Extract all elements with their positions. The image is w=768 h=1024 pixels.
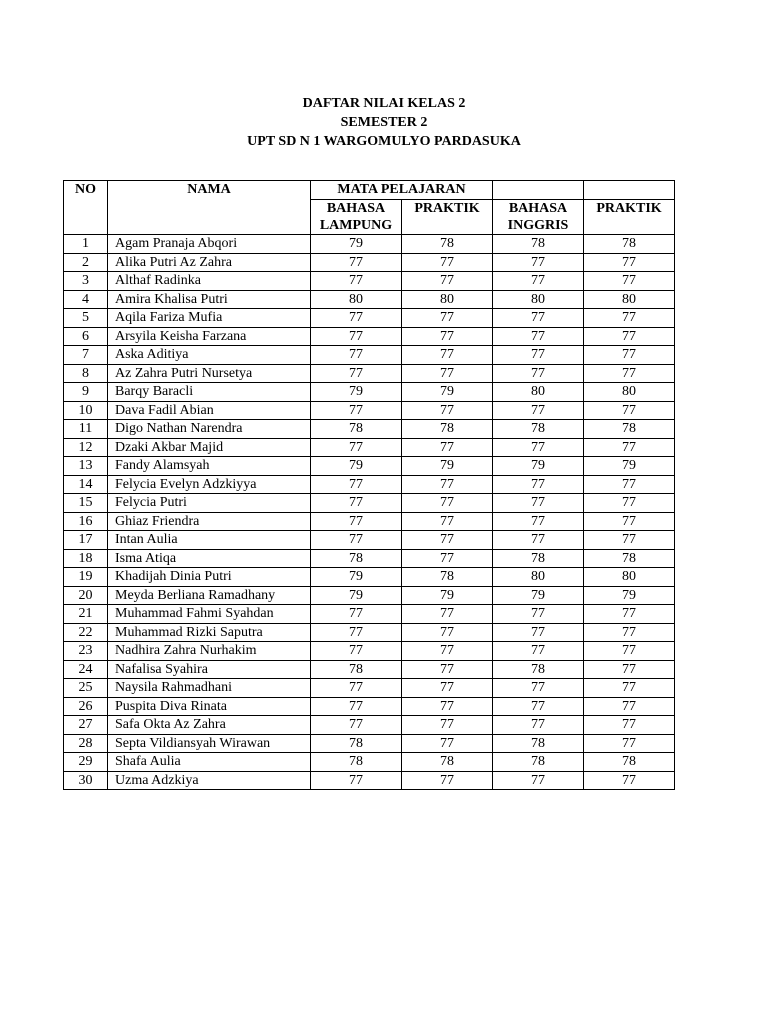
table-row [64, 716, 675, 735]
row-no: 26 [64, 697, 108, 716]
bahasa-lampung-score: 77 [311, 642, 402, 661]
row-no: 25 [64, 679, 108, 698]
bahasa-inggris-score: 77 [493, 642, 584, 661]
bahasa-lampung-score: 77 [311, 475, 402, 494]
row-name: Nafalisa Syahira [108, 660, 311, 679]
praktik-1-score: 77 [402, 346, 493, 365]
table-row [64, 549, 675, 568]
row-name: Felycia Evelyn Adzkiyya [108, 475, 311, 494]
row-no: 4 [64, 290, 108, 309]
bahasa-lampung-score: 78 [311, 734, 402, 753]
bahasa-inggris-score: 78 [493, 549, 584, 568]
table-row [64, 383, 675, 402]
praktik-2-score: 77 [584, 642, 675, 661]
row-no: 17 [64, 531, 108, 550]
row-no: 28 [64, 734, 108, 753]
header-empty-2 [584, 181, 675, 200]
praktik-2-score: 77 [584, 623, 675, 642]
praktik-2-score: 77 [584, 346, 675, 365]
header-nama: NAMA [108, 181, 311, 235]
praktik-1-score: 79 [402, 383, 493, 402]
praktik-1-score: 78 [402, 420, 493, 439]
bahasa-lampung-score: 79 [311, 457, 402, 476]
table-row [64, 753, 675, 772]
praktik-1-score: 77 [402, 475, 493, 494]
bahasa-lampung-score: 78 [311, 549, 402, 568]
bahasa-inggris-score: 77 [493, 475, 584, 494]
bahasa-inggris-score: 78 [493, 734, 584, 753]
row-no: 21 [64, 605, 108, 624]
bahasa-lampung-score: 78 [311, 753, 402, 772]
table-row [64, 309, 675, 328]
praktik-2-score: 77 [584, 494, 675, 513]
table-row [64, 605, 675, 624]
praktik-1-score: 79 [402, 457, 493, 476]
title-line-2: SEMESTER 2 [340, 115, 428, 130]
praktik-1-score: 79 [402, 586, 493, 605]
document-title [0, 94, 768, 151]
table-row [64, 697, 675, 716]
bahasa-inggris-score: 78 [493, 753, 584, 772]
praktik-1-score: 78 [402, 568, 493, 587]
bahasa-lampung-score: 79 [311, 568, 402, 587]
row-no: 1 [64, 235, 108, 254]
praktik-2-score: 77 [584, 734, 675, 753]
bahasa-inggris-score: 79 [493, 586, 584, 605]
row-name: Ghiaz Friendra [108, 512, 311, 531]
bahasa-inggris-score: 77 [493, 679, 584, 698]
bahasa-lampung-score: 79 [311, 383, 402, 402]
row-no: 20 [64, 586, 108, 605]
bahasa-inggris-score: 77 [493, 623, 584, 642]
table-row [64, 253, 675, 272]
bahasa-inggris-score: 80 [493, 383, 584, 402]
praktik-1-score: 77 [402, 401, 493, 420]
bahasa-inggris-score: 77 [493, 512, 584, 531]
row-no: 16 [64, 512, 108, 531]
row-name: Meyda Berliana Ramadhany [108, 586, 311, 605]
praktik-1-score: 77 [402, 771, 493, 790]
row-no: 30 [64, 771, 108, 790]
row-name: Isma Atiqa [108, 549, 311, 568]
bahasa-inggris-score: 77 [493, 438, 584, 457]
bahasa-inggris-score: 77 [493, 401, 584, 420]
praktik-1-score: 77 [402, 660, 493, 679]
praktik-2-score: 77 [584, 531, 675, 550]
praktik-2-score: 77 [584, 660, 675, 679]
bahasa-inggris-score: 77 [493, 697, 584, 716]
bahasa-lampung-score: 77 [311, 327, 402, 346]
praktik-2-score: 77 [584, 697, 675, 716]
row-name: Muhammad Fahmi Syahdan [108, 605, 311, 624]
bahasa-lampung-score: 77 [311, 438, 402, 457]
praktik-2-score: 77 [584, 309, 675, 328]
bahasa-inggris-score: 77 [493, 364, 584, 383]
bahasa-inggris-score: 77 [493, 346, 584, 365]
bahasa-inggris-score: 80 [493, 568, 584, 587]
praktik-2-score: 78 [584, 235, 675, 254]
praktik-2-score: 77 [584, 771, 675, 790]
praktik-1-score: 78 [402, 753, 493, 772]
bahasa-lampung-score: 77 [311, 531, 402, 550]
row-name: Aqila Fariza Mufia [108, 309, 311, 328]
row-name: Arsyila Keisha Farzana [108, 327, 311, 346]
header-bahasa-lampung-line2: LAMPUNG [319, 218, 393, 233]
praktik-2-score: 78 [584, 420, 675, 439]
row-name: Naysila Rahmadhani [108, 679, 311, 698]
row-name: Khadijah Dinia Putri [108, 568, 311, 587]
bahasa-lampung-score: 77 [311, 623, 402, 642]
table-row [64, 568, 675, 587]
praktik-1-score: 77 [402, 494, 493, 513]
header-bahasa-lampung [311, 200, 402, 235]
praktik-1-score: 78 [402, 235, 493, 254]
praktik-2-score: 79 [584, 586, 675, 605]
header-bahasa-inggris [493, 200, 584, 235]
row-no: 5 [64, 309, 108, 328]
bahasa-lampung-score: 77 [311, 771, 402, 790]
bahasa-lampung-score: 79 [311, 235, 402, 254]
row-name: Aska Aditiya [108, 346, 311, 365]
header-praktik-2: PRAKTIK [584, 200, 675, 235]
bahasa-inggris-score: 77 [493, 716, 584, 735]
table-row [64, 364, 675, 383]
row-name: Agam Pranaja Abqori [108, 235, 311, 254]
table-row [64, 457, 675, 476]
praktik-2-score: 79 [584, 457, 675, 476]
praktik-1-score: 77 [402, 531, 493, 550]
praktik-2-score: 80 [584, 568, 675, 587]
row-no: 18 [64, 549, 108, 568]
praktik-1-score: 77 [402, 272, 493, 291]
bahasa-lampung-score: 77 [311, 253, 402, 272]
row-name: Az Zahra Putri Nursetya [108, 364, 311, 383]
header-praktik-1: PRAKTIK [402, 200, 493, 235]
row-name: Digo Nathan Narendra [108, 420, 311, 439]
praktik-2-score: 77 [584, 364, 675, 383]
table-row [64, 734, 675, 753]
row-name: Uzma Adzkiya [108, 771, 311, 790]
table-row [64, 623, 675, 642]
praktik-1-score: 77 [402, 253, 493, 272]
title-line-3: UPT SD N 1 WARGOMULYO PARDASUKA [247, 134, 521, 149]
table-row [64, 586, 675, 605]
praktik-1-score: 77 [402, 309, 493, 328]
table-row [64, 494, 675, 513]
bahasa-lampung-score: 77 [311, 605, 402, 624]
table-row [64, 475, 675, 494]
row-no: 23 [64, 642, 108, 661]
table-row [64, 420, 675, 439]
bahasa-lampung-score: 77 [311, 272, 402, 291]
bahasa-inggris-score: 78 [493, 660, 584, 679]
bahasa-lampung-score: 77 [311, 364, 402, 383]
row-name: Althaf Radinka [108, 272, 311, 291]
praktik-2-score: 77 [584, 679, 675, 698]
bahasa-inggris-score: 80 [493, 290, 584, 309]
bahasa-lampung-score: 77 [311, 346, 402, 365]
row-no: 27 [64, 716, 108, 735]
row-no: 13 [64, 457, 108, 476]
praktik-2-score: 78 [584, 753, 675, 772]
row-no: 6 [64, 327, 108, 346]
bahasa-inggris-score: 77 [493, 531, 584, 550]
praktik-1-score: 77 [402, 364, 493, 383]
title-line-1: DAFTAR NILAI KELAS 2 [302, 96, 466, 111]
header-no: NO [64, 181, 108, 235]
bahasa-inggris-score: 77 [493, 272, 584, 291]
row-no: 29 [64, 753, 108, 772]
praktik-1-score: 80 [402, 290, 493, 309]
bahasa-inggris-score: 77 [493, 494, 584, 513]
row-no: 15 [64, 494, 108, 513]
row-name: Puspita Diva Rinata [108, 697, 311, 716]
header-bahasa-inggris-line2: INGGRIS [507, 218, 569, 233]
praktik-2-score: 77 [584, 327, 675, 346]
table-row [64, 290, 675, 309]
row-name: Shafa Aulia [108, 753, 311, 772]
row-no: 24 [64, 660, 108, 679]
grades-table [63, 180, 675, 790]
bahasa-inggris-score: 77 [493, 327, 584, 346]
row-no: 14 [64, 475, 108, 494]
bahasa-inggris-score: 77 [493, 605, 584, 624]
bahasa-lampung-score: 77 [311, 679, 402, 698]
row-name: Intan Aulia [108, 531, 311, 550]
table-row [64, 642, 675, 661]
header-bahasa-inggris-line1: BAHASA [508, 201, 568, 216]
row-name: Septa Vildiansyah Wirawan [108, 734, 311, 753]
row-name: Muhammad Rizki Saputra [108, 623, 311, 642]
row-name: Amira Khalisa Putri [108, 290, 311, 309]
praktik-1-score: 77 [402, 697, 493, 716]
praktik-2-score: 77 [584, 272, 675, 291]
bahasa-inggris-score: 77 [493, 771, 584, 790]
praktik-1-score: 77 [402, 642, 493, 661]
praktik-1-score: 77 [402, 623, 493, 642]
praktik-1-score: 77 [402, 734, 493, 753]
row-name: Barqy Baracli [108, 383, 311, 402]
row-no: 8 [64, 364, 108, 383]
bahasa-inggris-score: 77 [493, 253, 584, 272]
row-no: 10 [64, 401, 108, 420]
bahasa-lampung-score: 77 [311, 401, 402, 420]
row-no: 12 [64, 438, 108, 457]
praktik-2-score: 77 [584, 512, 675, 531]
row-name: Dzaki Akbar Majid [108, 438, 311, 457]
bahasa-lampung-score: 77 [311, 494, 402, 513]
header-bahasa-lampung-line1: BAHASA [326, 201, 386, 216]
row-no: 2 [64, 253, 108, 272]
bahasa-lampung-score: 79 [311, 586, 402, 605]
row-no: 9 [64, 383, 108, 402]
row-no: 19 [64, 568, 108, 587]
praktik-2-score: 80 [584, 290, 675, 309]
row-name: Dava Fadil Abian [108, 401, 311, 420]
row-no: 7 [64, 346, 108, 365]
praktik-1-score: 77 [402, 549, 493, 568]
table-row [64, 438, 675, 457]
bahasa-inggris-score: 77 [493, 309, 584, 328]
bahasa-lampung-score: 77 [311, 697, 402, 716]
bahasa-lampung-score: 77 [311, 309, 402, 328]
praktik-2-score: 78 [584, 549, 675, 568]
bahasa-lampung-score: 78 [311, 420, 402, 439]
table-row [64, 346, 675, 365]
row-name: Felycia Putri [108, 494, 311, 513]
bahasa-lampung-score: 77 [311, 716, 402, 735]
praktik-2-score: 77 [584, 401, 675, 420]
bahasa-inggris-score: 79 [493, 457, 584, 476]
bahasa-inggris-score: 78 [493, 235, 584, 254]
bahasa-lampung-score: 80 [311, 290, 402, 309]
row-name: Nadhira Zahra Nurhakim [108, 642, 311, 661]
table-row [64, 679, 675, 698]
praktik-1-score: 77 [402, 679, 493, 698]
row-no: 22 [64, 623, 108, 642]
praktik-2-score: 77 [584, 475, 675, 494]
praktik-2-score: 77 [584, 605, 675, 624]
row-name: Safa Okta Az Zahra [108, 716, 311, 735]
praktik-1-score: 77 [402, 716, 493, 735]
table-row [64, 401, 675, 420]
bahasa-lampung-score: 77 [311, 512, 402, 531]
praktik-1-score: 77 [402, 512, 493, 531]
row-name: Alika Putri Az Zahra [108, 253, 311, 272]
bahasa-inggris-score: 78 [493, 420, 584, 439]
table-row [64, 531, 675, 550]
praktik-1-score: 77 [402, 438, 493, 457]
bahasa-lampung-score: 78 [311, 660, 402, 679]
row-no: 3 [64, 272, 108, 291]
row-no: 11 [64, 420, 108, 439]
table-row [64, 771, 675, 790]
praktik-2-score: 77 [584, 253, 675, 272]
row-name: Fandy Alamsyah [108, 457, 311, 476]
grades-table-body [64, 235, 675, 790]
table-row [64, 660, 675, 679]
header-empty-1 [493, 181, 584, 200]
praktik-1-score: 77 [402, 605, 493, 624]
table-row [64, 272, 675, 291]
praktik-2-score: 77 [584, 438, 675, 457]
table-row [64, 235, 675, 254]
table-row [64, 512, 675, 531]
header-mata-pelajaran: MATA PELAJARAN [311, 181, 493, 200]
table-row [64, 327, 675, 346]
praktik-2-score: 77 [584, 716, 675, 735]
praktik-2-score: 80 [584, 383, 675, 402]
praktik-1-score: 77 [402, 327, 493, 346]
